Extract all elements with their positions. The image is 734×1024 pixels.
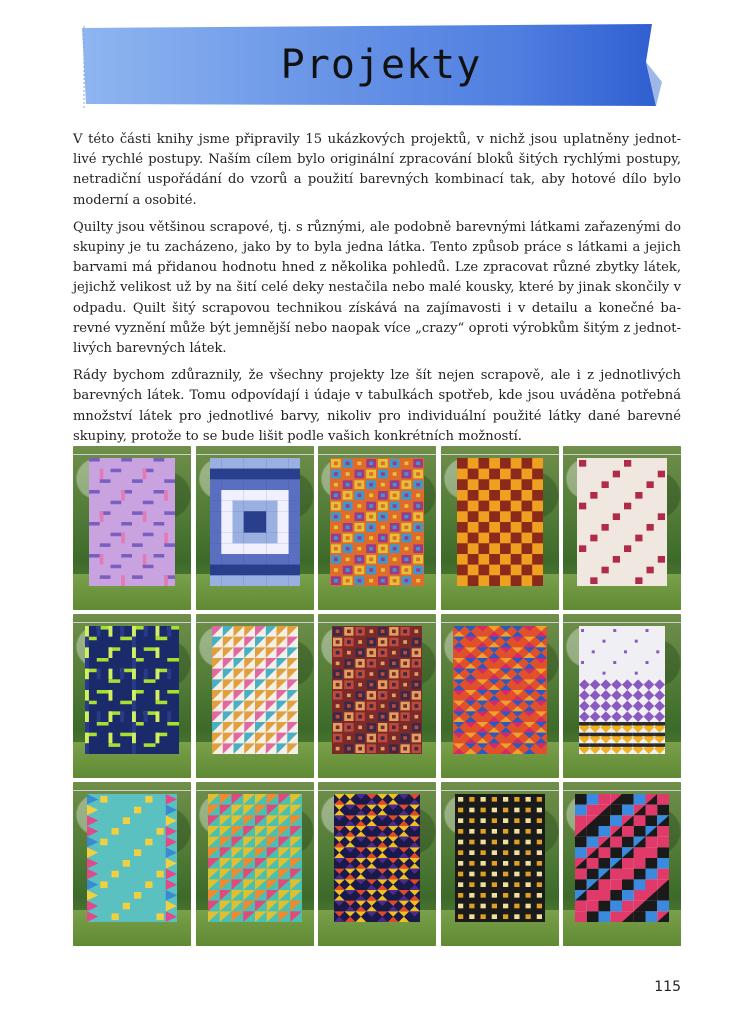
quilt-photo: [563, 782, 681, 946]
page-title: Projekty: [280, 42, 482, 88]
quilt-image: [334, 794, 420, 922]
quilt-photo: [441, 446, 559, 610]
quilt-photo: [563, 614, 681, 778]
quilt-photo: [563, 446, 681, 610]
page-number: 115: [654, 979, 681, 995]
quilt-image: [208, 794, 302, 922]
quilt-image: [85, 626, 179, 754]
quilt-image: [332, 626, 422, 754]
quilt-photo: [318, 782, 436, 946]
intro-text: [73, 130, 681, 454]
quilt-image: [579, 626, 665, 754]
title-banner: [80, 22, 662, 112]
quilt-photo: [318, 614, 436, 778]
quilt-photo: [196, 446, 314, 610]
quilt-image: [455, 794, 545, 922]
quilt-image: [210, 458, 300, 586]
quilt-image: [575, 794, 669, 922]
quilt-photo: [441, 782, 559, 946]
quilt-photo: [318, 446, 436, 610]
quilt-image: [457, 458, 543, 586]
quilt-image: [87, 794, 177, 922]
quilt-photo: [73, 782, 191, 946]
quilt-image: [330, 458, 424, 586]
quilt-photo: [73, 614, 191, 778]
quilt-photo: [196, 614, 314, 778]
quilt-photo: [196, 782, 314, 946]
quilt-image: [212, 626, 298, 754]
paragraph-1: V této části knihy jsme připravily 15 ukázkových projektů, v nichž jsou uplatněny jednotlivé rychlé postupy. Naším cílem bylo originální zpracování bloků šitých rychlými postupy, netradiční uspořádání do vzorů a použití barevných kombinací tak, aby hotové dílo bylo moderní a osobité.: [73, 132, 681, 208]
paragraph-2: Quilty jsou většinou scrapové, tj. s různými, ale podobně barevnými látkami zařazenými do skupiny je tu zacházeno, jako by to byla jedna látka. Tento způsob práce s látkami a jejich barvami má přidanou hodnotu hned z několika pohledů. Lze zpracovat různé zbytky látek, jejichž velikost už by na šití celé deky nestačila nebo malé kousky, které by jinak skončily v odpadu. Quilt šitý scrapovou technikou získává na zajímavosti i v detailu a konečné barevné vyznění může být jemnější nebo naopak více „crazy“ oproti výrobkům šitým z jednotlivých barevných látek.: [73, 219, 681, 357]
quilt-photo: [73, 446, 191, 610]
quilt-photo: [441, 614, 559, 778]
quilt-image: [577, 458, 667, 586]
quilt-image: [89, 458, 175, 586]
paragraph-3: Rády bychom zdůraznily, že všechny projekty lze šít nejen scrapově, ale i z jednotlivých barevných látek. Tomu odpovídají i údaje v tabulkách spotřeb, kde jsou uváděna potřebná množství látek pro jednotlivé barvy, nikoliv pro individuální použité látky dané barevné skupiny, protože to se bude lišit podle vašich konkrétních možností.: [73, 368, 681, 444]
quilt-image: [453, 626, 547, 754]
quilt-photo-gallery: [73, 446, 681, 946]
